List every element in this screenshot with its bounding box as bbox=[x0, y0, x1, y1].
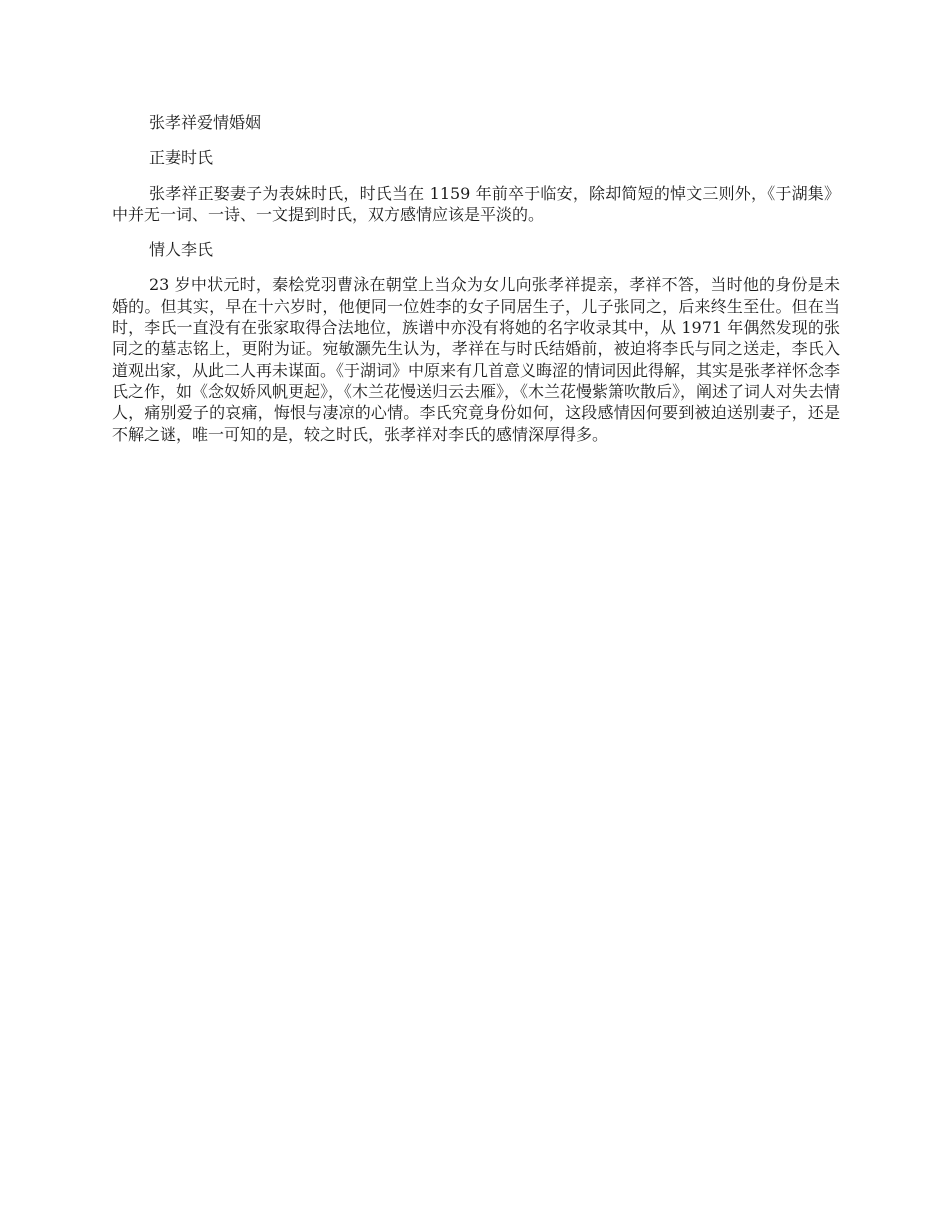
section-body-wife: 张孝祥正娶妻子为表妹时氏，时氏当在 1159 年前卒于临安，除却简短的悼文三则外，《于湖集》中并无一词、一诗、一文提到时氏，双方感情应该是平淡的。 bbox=[112, 183, 840, 224]
document-title: 张孝祥爱情婚姻 bbox=[149, 113, 262, 132]
section-heading-wife: 正妻时氏 bbox=[149, 148, 214, 168]
section-body-lover: 23 岁中状元时，秦桧党羽曹泳在朝堂上当众为女儿向张孝祥提亲，孝祥不答，当时他的身份是未婚的。但其实，早在十六岁时，他便同一位姓李的女子同居生子，儿子张同之，后来终生至仕。但在当时，李氏一直没有在张家取得合法地位，族谱中亦没有将她的名字收录其中，从 1971 年偶然发现的张同之的墓志铭上，更附为证。宛敏灏先生认为，孝祥在与时氏结婚前，被迫将李氏与同之送走，李氏入道观出家，从此二人再未谋面。《于湖词》中原来有几首意义晦涩的情词因此得解，其实是张孝祥怀念李氏之作，如《念奴娇风帆更起》，《木兰花慢送归云去雁》，《木兰花慢紫箫吹散后》，阐述了词人对失去情人，痛别爱子的哀痛，悔恨与凄凉的心情。李氏究竟身份如何，这段感情因何要到被迫送别妻子，还是不解之谜，唯一可知的是，较之时氏，张孝祥对李氏的感情深厚得多。 bbox=[112, 275, 841, 444]
section-heading-lover: 情人李氏 bbox=[149, 240, 214, 260]
document-content bbox=[112, 112, 840, 459]
